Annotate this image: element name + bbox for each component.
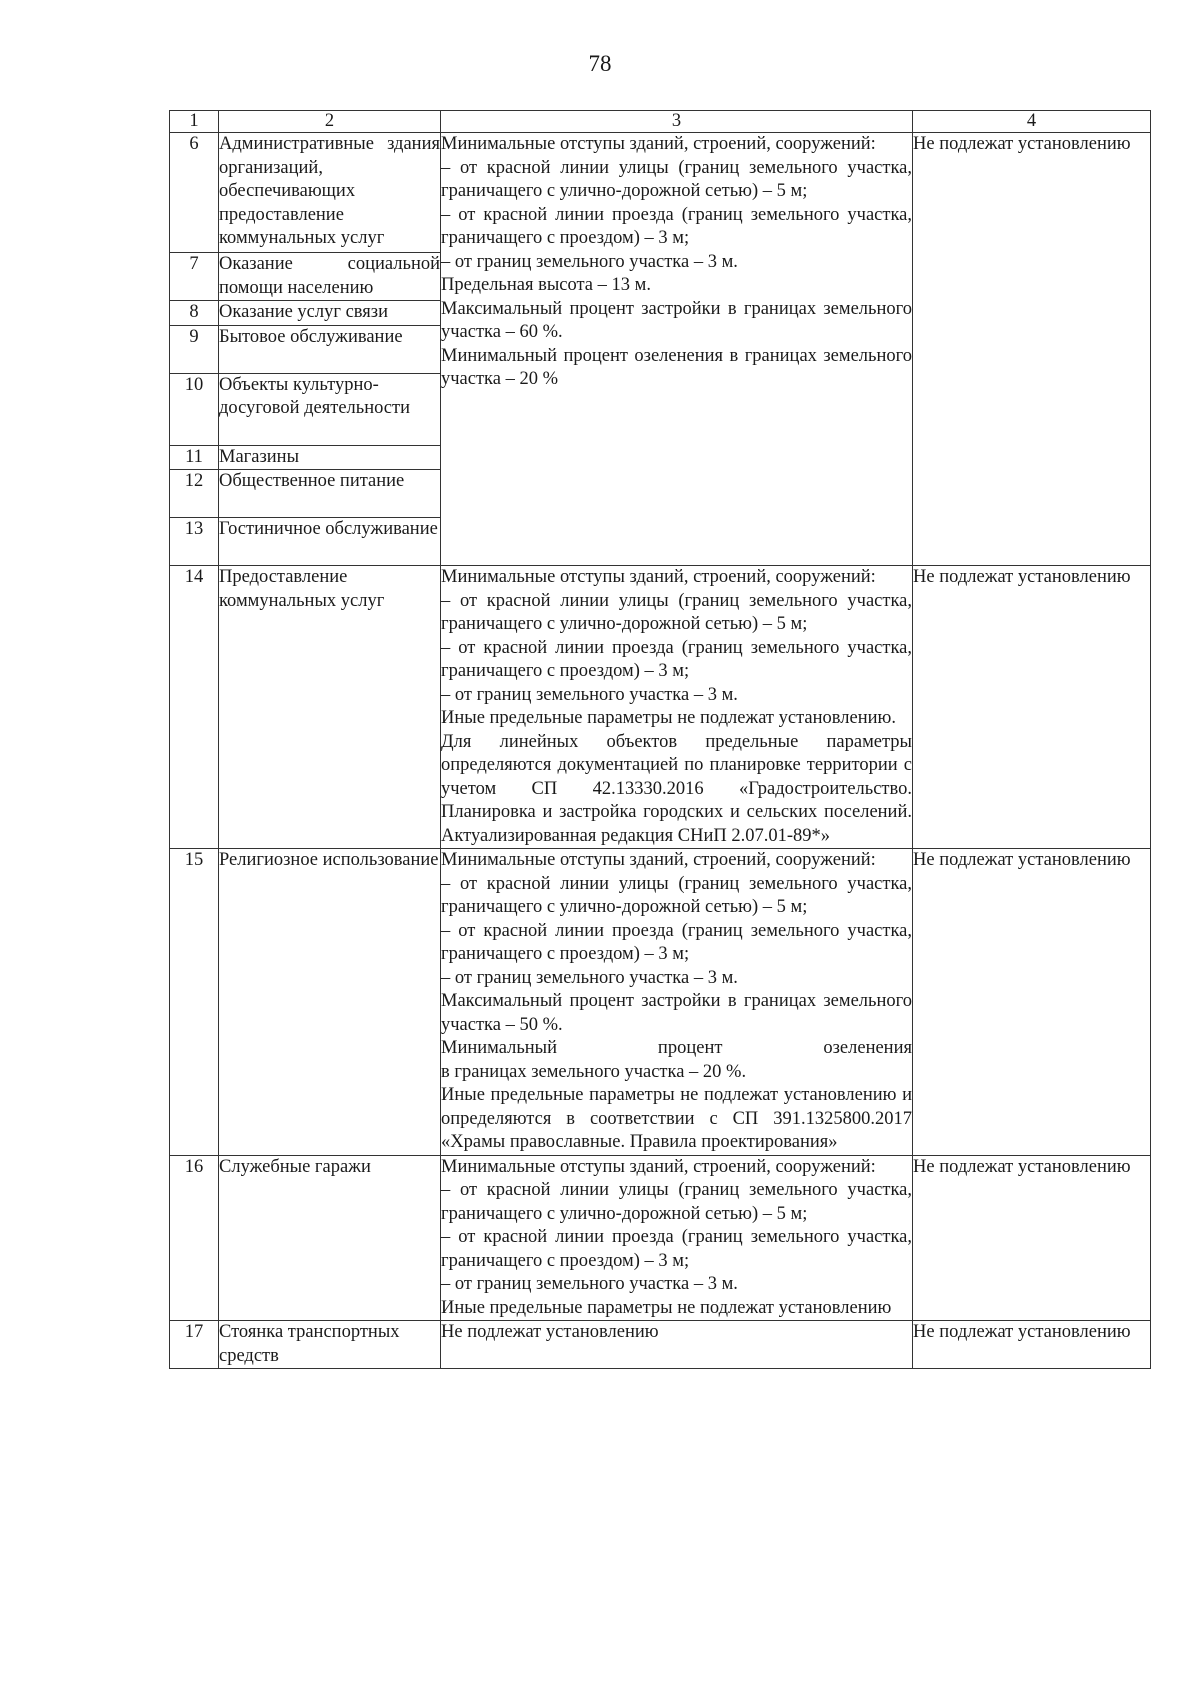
use-name: Объекты культурно-досуговой деятельности [219, 373, 441, 445]
table-row [170, 1155, 1151, 1321]
table-row [170, 849, 1151, 1156]
use-name: Религиозное использование [219, 849, 441, 1156]
row-number: 8 [170, 301, 219, 326]
parameter-line: – от красной линии проезда (границ земельного участка, граничащего с проездом) – 3 м; [441, 637, 912, 681]
parameter-line: – от красной линии улицы (границ земельного участка, граничащего с улично-дорожной сетью) – 5 м; [441, 590, 912, 634]
zoning-parameters-table [169, 110, 1151, 1369]
parameter-line: Актуализированная редакция СНиП 2.07.01-89*» [441, 825, 831, 846]
parameter-line: – от границ земельного участка – 3 м. [441, 684, 738, 705]
column-number-3: 3 [441, 111, 913, 133]
result-cell: Не подлежат установлению [913, 849, 1151, 1156]
row-number: 7 [170, 253, 219, 301]
use-name: Оказание социальной помощи населению [219, 253, 441, 301]
result-cell: Не подлежат установлению [913, 566, 1151, 849]
parameter-line: Максимальный процент застройки в границах земельного участка – 50 %. [441, 991, 912, 1035]
parameter-line: в границах земельного участка – 20 %. [441, 1061, 747, 1082]
row-number: 13 [170, 518, 219, 566]
page-number: 78 [588, 51, 612, 76]
parameter-line: Иные предельные параметры не подлежат установлению [441, 1297, 892, 1318]
parameter-line: Минимальные отступы зданий, строений, сооружений: [441, 567, 876, 587]
parameter-line: Для линейных объектов предельные параметры определяются документацией по планировке территории с учетом СП 42.13330.2016 «Градостроительство. Планировка и застройка городских и сельских поселений. [441, 731, 912, 822]
parameter-line: – от красной линии проезда (границ земельного участка, граничащего с проездом) – 3 м; [441, 204, 912, 248]
parameter-line: Минимальные отступы зданий, строений, сооружений: [441, 134, 876, 154]
table-row [170, 133, 1151, 253]
column-number-1: 1 [170, 111, 219, 133]
parameters-cell [441, 849, 913, 1156]
parameter-line: Минимальные отступы зданий, строений, сооружений: [441, 1156, 876, 1177]
parameter-line: – от красной линии улицы (границ земельного участка, граничащего с улично-дорожной сетью) – 5 м; [441, 157, 912, 201]
use-name: Гостиничное обслуживание [219, 518, 441, 566]
parameter-line: – от границ земельного участка – 3 м. [441, 1274, 738, 1294]
column-number-2: 2 [219, 111, 441, 133]
shared-parameters-cell [441, 133, 913, 566]
row-number: 16 [170, 1155, 219, 1321]
parameter-line: Не подлежат установлению [441, 1322, 659, 1342]
parameter-line: – от красной линии проезда (границ земельного участка, граничащего с проездом) – 3 м; [441, 920, 912, 964]
row-number: 14 [170, 566, 219, 849]
column-number-4: 4 [913, 111, 1151, 133]
parameter-line: – от красной линии улицы (границ земельного участка, граничащего с улично-дорожной сетью) – 5 м; [441, 1180, 912, 1224]
table-row [170, 1321, 1151, 1369]
row-number: 6 [170, 133, 219, 253]
use-name: Магазины [219, 445, 441, 470]
row-number: 17 [170, 1321, 219, 1369]
parameter-line: – от красной линии проезда (границ земельного участка, граничащего с проездом) – 3 м; [441, 1227, 912, 1271]
use-name: Стоянка транспортных средств [219, 1321, 441, 1369]
parameter-line: Иные предельные параметры не подлежат установлению и определяются в соответствии с СП 391.1325800.2017 «Храмы православные. Правила проектирования» [441, 1085, 912, 1152]
result-cell: Не подлежат установлению [913, 1321, 1151, 1369]
row-number: 15 [170, 849, 219, 1156]
result-cell: Не подлежат установлению [913, 1155, 1151, 1321]
row-number: 10 [170, 373, 219, 445]
parameter-line: – от границ земельного участка – 3 м. [441, 967, 738, 988]
row-number: 11 [170, 445, 219, 470]
shared-result-cell: Не подлежат установлению [913, 133, 1151, 566]
column-number-row [170, 111, 1151, 133]
parameter-line: – от красной линии улицы (границ земельного участка, граничащего с улично-дорожной сетью) – 5 м; [441, 873, 912, 917]
table-row [170, 566, 1151, 849]
parameter-line: Минимальный процент озеленения [441, 1038, 912, 1058]
parameter-line: – от границ земельного участка – 3 м. [441, 251, 738, 272]
parameter-line: Иные предельные параметры не подлежат установлению. [441, 708, 896, 728]
use-name: Общественное питание [219, 470, 441, 518]
parameter-line: Минимальный процент озеленения в границах земельного участка – 20 % [441, 345, 912, 389]
use-name: Административные здания организаций, обеспечивающих предоставление коммунальных услуг [219, 133, 441, 253]
use-name: Предоставление коммунальных услуг [219, 566, 441, 849]
parameter-line: Предельная высота – 13 м. [441, 275, 651, 295]
row-number: 12 [170, 470, 219, 518]
parameter-line: Минимальные отступы зданий, строений, сооружений: [441, 850, 876, 870]
parameters-cell [441, 1321, 913, 1369]
use-name: Служебные гаражи [219, 1155, 441, 1321]
parameters-cell [441, 1155, 913, 1321]
row-number: 9 [170, 325, 219, 373]
use-name: Бытовое обслуживание [219, 325, 441, 373]
use-name: Оказание услуг связи [219, 301, 441, 326]
parameter-line: Максимальный процент застройки в границах земельного участка – 60 %. [441, 298, 912, 342]
parameters-cell [441, 566, 913, 849]
